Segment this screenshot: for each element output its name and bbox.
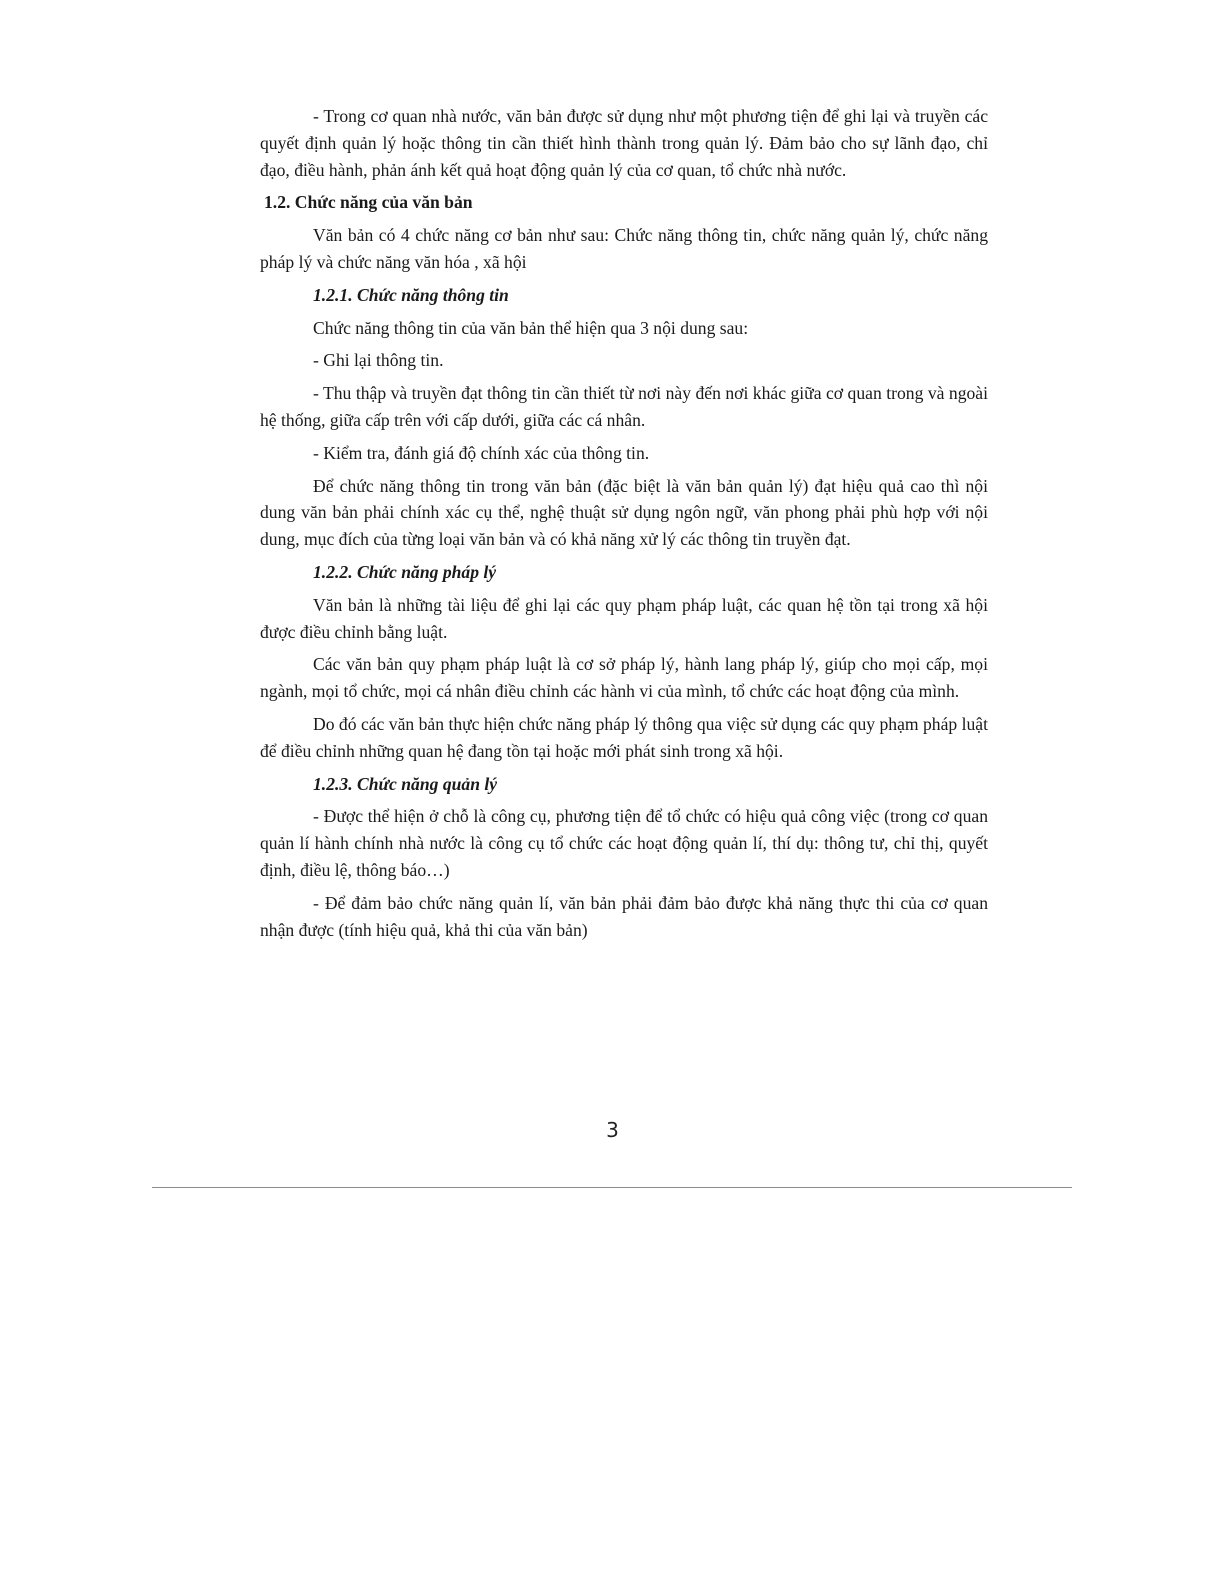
- paragraph: Để chức năng thông tin trong văn bản (đặc biệt là văn bản quản lý) đạt hiệu quả cao thì nội dung văn bản phải chính xác cụ thể, nghệ thuật sử dụng ngôn ngữ, văn phong phải phù hợp với nội dung, mục đích của từng loại văn bản và có khả năng xử lý các thông tin truyền đạt.: [260, 475, 988, 550]
- paragraph: Văn bản là những tài liệu để ghi lại các quy phạm pháp luật, các quan hệ tồn tại trong xã hội được điều chỉnh bằng luật.: [260, 594, 988, 642]
- paragraph: - Thu thập và truyền đạt thông tin cần thiết từ nơi này đến nơi khác giữa cơ quan trong và ngoài hệ thống, giữa cấp trên với cấp dưới, giữa các cá nhân.: [260, 383, 988, 430]
- paragraph: Chức năng thông tin của văn bản thể hiện qua 3 nội dung sau:: [313, 317, 749, 338]
- section-heading: 1.2. Chức năng của văn bản: [264, 192, 473, 213]
- paragraph: Các văn bản quy phạm pháp luật là cơ sở pháp lý, hành lang pháp lý, giúp cho mọi cấp, mọi ngành, mọi tổ chức, mọi cá nhân điều chỉnh các hành vi của mình, tổ chức các hoạt động của mình.: [260, 654, 988, 702]
- paragraph: - Để đảm bảo chức năng quản lí, văn bản phải đảm bảo được khả năng thực thi của cơ quan nhận được (tính hiệu quả, khả thi của văn bản): [260, 892, 988, 940]
- subsection-heading: 1.2.2. Chức năng pháp lý: [313, 561, 497, 582]
- paragraph: - Kiểm tra, đánh giá độ chính xác của thông tin.: [313, 442, 650, 463]
- paragraph: Do đó các văn bản thực hiện chức năng pháp lý thông qua việc sử dụng các quy phạm pháp luật để điều chỉnh những quan hệ đang tồn tại hoặc mới phát sinh trong xã hội.: [260, 713, 988, 761]
- page-divider: [152, 1187, 1072, 1188]
- subsection-heading: 1.2.3. Chức năng quản lý: [313, 773, 498, 794]
- paragraph: - Ghi lại thông tin.: [313, 350, 444, 371]
- paragraph: - Trong cơ quan nhà nước, văn bản được sử dụng như một phương tiện để ghi lại và truyền các quyết định quản lý hoặc thông tin cần thiết hình thành trong quản lý. Đảm bảo cho sự lãnh đạo, chỉ đạo, điều hành, phản ánh kết quả hoạt động quản lý của cơ quan, tổ chức nhà nước.: [260, 106, 988, 180]
- paragraph: - Được thể hiện ở chỗ là công cụ, phương tiện để tổ chức có hiệu quả công việc (trong cơ quan quản lí hành chính nhà nước là công cụ tổ chức các hoạt động quản lí, thí dụ: thông tư, chỉ thị, quyết định, điều lệ, thông báo…): [260, 806, 988, 880]
- subsection-heading: 1.2.1. Chức năng thông tin: [313, 284, 509, 305]
- page-number: 3: [606, 1118, 619, 1142]
- paragraph: Văn bản có 4 chức năng cơ bản như sau: Chức năng thông tin, chức năng quản lý, chức năng pháp lý và chức năng văn hóa , xã hội: [260, 225, 988, 272]
- document-body: [260, 103, 988, 949]
